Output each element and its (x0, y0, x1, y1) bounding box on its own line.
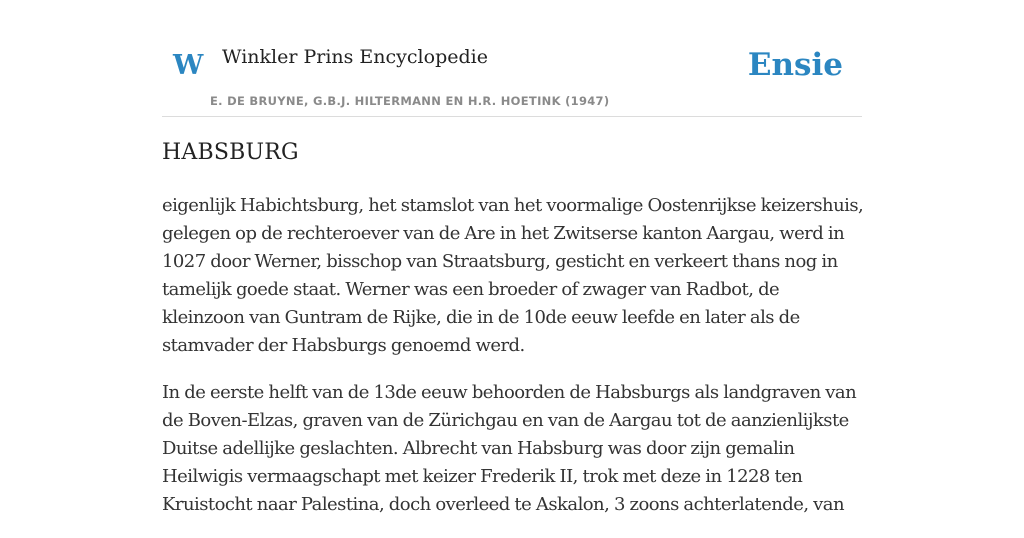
ensie-logo[interactable]: Ensie (747, 47, 843, 83)
publication-title[interactable]: Winkler Prins Encyclopedie (222, 46, 488, 68)
article-body (162, 192, 864, 538)
publication-authors: E. DE BRUYNE, G.B.J. HILTERMANN EN H.R. HOETINK (1947) (210, 94, 610, 108)
article-title: HABSBURG (162, 140, 299, 165)
article-paragraph: In de eerste helft van de 13de eeuw behoorden de Habsburgs als landgraven van de Boven-Elzas, graven van de Zürichgau en van de Aargau tot de aanzienlijkste Duitse adellijke geslachten. Albrecht van Habsburg was door zijn gemalin Heilwigis vermaagschapt met keizer Frederik II, trok met deze in 1228 ten Kruistocht naar Palestina, doch overleed te Askalon, 3 zoons achterlatende, van (162, 382, 857, 515)
article-paragraph: eigenlijk Habichtsburg, het stamslot van het voormalige Oostenrijkse keizershuis, gelegen op de rechteroever van de Are in het Zwitserse kanton Aargau, werd in 1027 door Werner, bisschop van Straatsburg, gesticht en verkeert thans nog in tamelijk goede staat. Werner was een broeder of zwager van Radbot, de kleinzoon van Guntram de Rijke, die in de 10de eeuw leefde en later als de stamvader der Habsburgs genoemd werd. (162, 195, 864, 356)
site-header (162, 0, 862, 117)
winkler-prins-logo[interactable]: W (173, 50, 204, 81)
